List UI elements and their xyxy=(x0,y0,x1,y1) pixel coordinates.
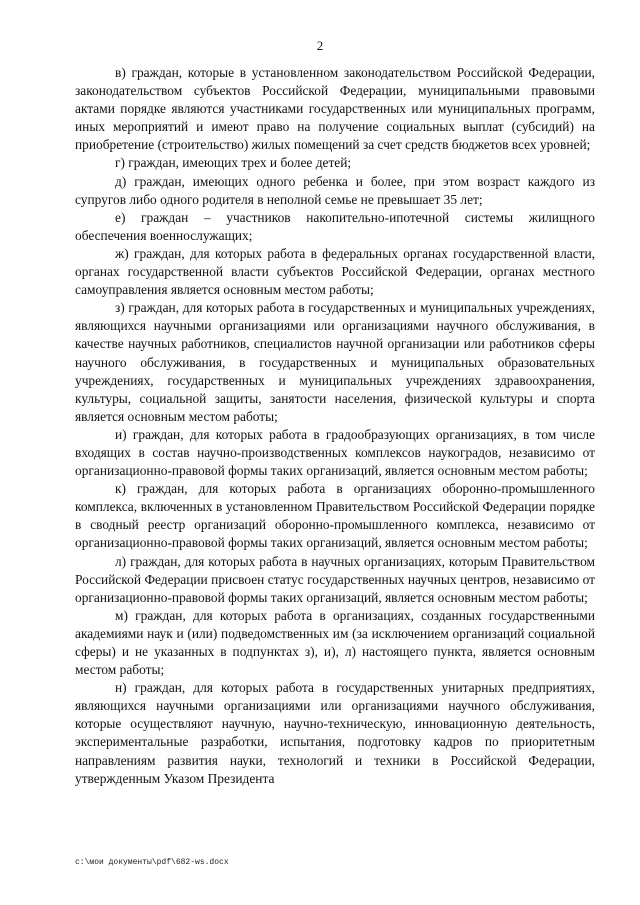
paragraph-n: н) граждан, для которых работа в государственных унитарных предприятиях, являющихся научными организациями или организациями научного обслуживания, которые осуществляют научную, научно-техническую, инновационную деятельность, экспериментальные разработки, испытания, подготовку кадров по приоритетным направлениям развития науки, технологий и техники в Российской Федерации, утвержденным Указом Президента xyxy=(75,680,595,786)
paragraph-k: к) граждан, для которых работа в организациях оборонно-промышленного комплекса, включенных в установленном Правительством Российской Федерации порядке в сводный реестр организаций оборонно-промышленного комплекса, независимо от организационно-правовой формы таких организаций, является основным местом работы; xyxy=(75,481,595,551)
document-body xyxy=(75,64,595,788)
paragraph-l: л) граждан, для которых работа в научных организациях, которым Правительством Российской Федерации присвоен статус государственных научных центров, независимо от организационно-правовой формы таких организаций, является основным местом работы; xyxy=(75,553,595,605)
paragraph-g: г) граждан, имеющих трех и более детей; xyxy=(115,155,352,171)
paragraph-m: м) граждан, для которых работа в организациях, созданных государственными академиями наук и (или) подведомственных им (за исключением организаций социальной сферы) и не указанных в подпунктах з), и), л) настоящего пункта, является основным местом работы; xyxy=(75,607,595,678)
page-number: 2 xyxy=(316,38,324,53)
paragraph-i: и) граждан, для которых работа в градообразующих организациях, в том числе входящих в состав научно-производственных комплексов наукоградов, независимо от организационно-правовой формы таких организаций, является основным местом работы; xyxy=(75,426,595,479)
paragraph-v: в) граждан, которые в установленном законодательством Российской Федерации, законодательством субъектов Российской Федерации, муниципальными правовыми актами порядке являются участниками государственных или муниципальных программ, иных мероприятий и имеют право на получение социальных выплат (субсидий) на приобретение (строительство) жилых помещений за счет средств бюджетов всех уровней; xyxy=(75,65,595,153)
paragraph-z: з) граждан, для которых работа в государственных и муниципальных учреждениях, являющихся научными организациями или организациями научного обслуживания, в качестве научных работников, специалистов научной организации или работников сферы научного обслуживания, в государственных и муниципальных образовательных учреждениях, государственных и муниципальных учреждениях здравоохранения, культуры, социальной защиты, занятости населения, физической культуры и спорта является основным местом работы; xyxy=(75,300,595,424)
paragraph-d: д) граждан, имеющих одного ребенка и более, при этом возраст каждого из супругов либо одного родителя в неполной семье не превышает 35 лет; xyxy=(75,173,595,207)
footer-file-path: c:\мои документы\pdf\682-ws.docx xyxy=(75,858,229,867)
paragraph-zh: ж) граждан, для которых работа в федеральных органах государственной власти, органах государственной власти субъектов Российской Федерации, органах местного самоуправления является основным местом работы; xyxy=(75,245,595,298)
paragraph-e: е) граждан – участников накопительно-ипотечной системы жилищного обеспечения военнослужащих; xyxy=(75,209,595,243)
